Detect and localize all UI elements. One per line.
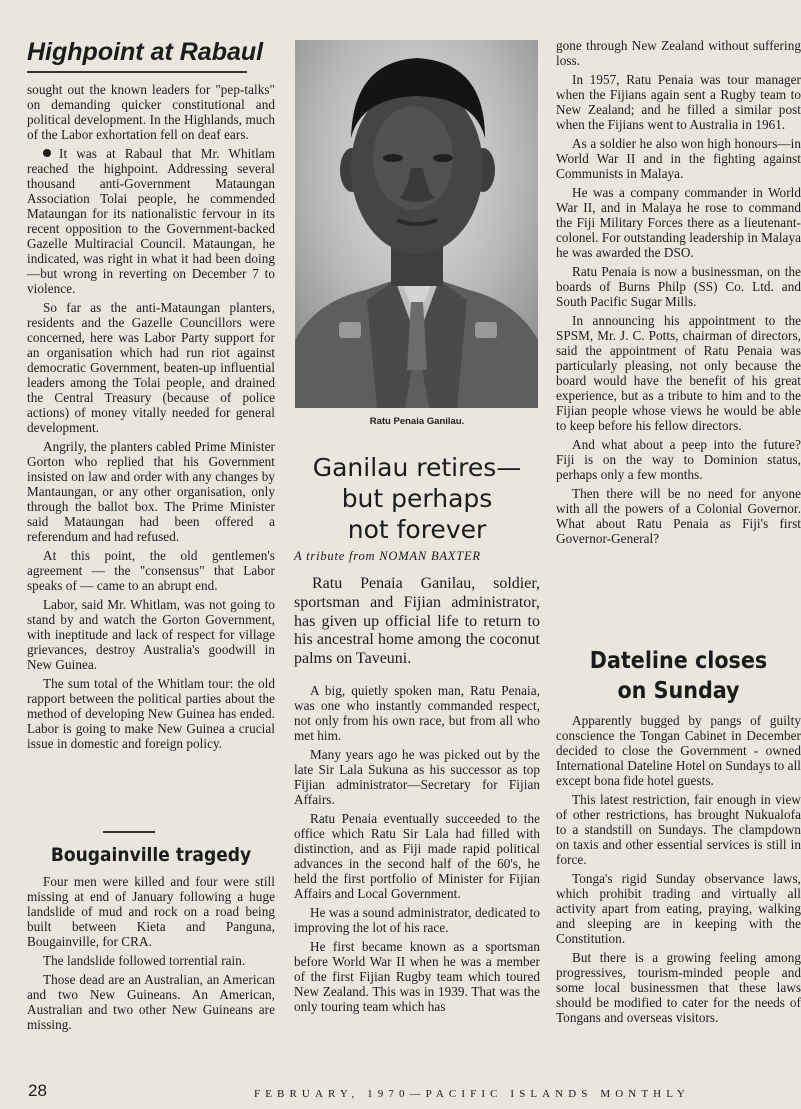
paragraph: It was at Rabaul that Mr. Whitlam reached the highpoint. Addressing several thousand anti-Government Mataungan Association Tolai people, he commended Mataungan for its nationalistic fervour in its recent opposition to the Government-backed Gazelle Multiracial Council. Mataungan, he indicated, was right in what it had been doing—but wrong in reverting on December 7 to violence.	[27, 146, 275, 296]
headline-line: Dateline closes	[589, 648, 768, 674]
portrait-photo	[295, 40, 538, 408]
paragraph: Ratu Penaia is now a businessman, on the boards of Burns Philp (SS) Co. Ltd. and South Pacific Sugar Mills.	[556, 264, 801, 309]
paragraph: gone through New Zealand without suffering loss.	[556, 38, 801, 68]
paragraph: Tonga's rigid Sunday observance laws, which prohibit trading and virtually all activity apart from eating, praying, walking and sleeping are in keeping with the Constitution.	[556, 871, 801, 946]
headline-line: on Sunday	[617, 678, 740, 704]
paragraph: The landslide followed torrential rain.	[43, 953, 246, 968]
lead-paragraph: Ratu Penaia Ganilau, soldier, sportsman and Fijian administrator, has given up official life to return to his ancestral home among the coconut palms on Taveuni.	[294, 575, 540, 668]
column-1	[27, 82, 275, 751]
title-line: Ganilau retires—	[312, 453, 522, 482]
article-headline: Highpoint at Rabaul	[27, 38, 264, 66]
paragraph: Four men were killed and four were still missing at end of January following a huge landslide of mud and rock on a road being built between Kieta and Panguna, Bougainville, for CRA.	[27, 874, 275, 949]
section-divider	[103, 831, 155, 833]
headline-rule	[27, 71, 247, 73]
paragraph: In 1957, Ratu Penaia was tour manager when the Fijians again sent a Rugby team to New Zealand; and he filled a similar post when the Fijians went to Australia in 1961.	[556, 72, 801, 132]
paragraph: sought out the known leaders for "pep-talks" on demanding quicker constitutional and political development. In the Highlands, much of the Labor exhortation fell on deaf ears.	[27, 82, 275, 142]
paragraph: Then there will be no need for anyone with all the powers of a Colonial Governor. What about Ratu Penaia as Fiji's first Governor-General?	[556, 486, 801, 546]
photo-caption: Ratu Penaia Ganilau.	[369, 416, 465, 427]
paragraph: Ratu Penaia eventually succeeded to the office which Ratu Sir Lala had filled with distinction, and as Fiji made rapid political advances in the second half of the 60's, he held the first portfolio of Minister for Fijian Affairs and Local Government.	[294, 810, 540, 901]
title-line: but perhaps	[341, 484, 493, 513]
paragraph: Many years ago he was picked out by the late Sir Lala Sukuna as his successor as top Fijian administrator—Secretary for Fijian Affairs.	[294, 746, 540, 807]
column-3	[556, 38, 801, 546]
subheading-bougainville: Bougainville tragedy	[50, 844, 252, 866]
paragraph: Angrily, the planters cabled Prime Minister Gorton who replied that his Government insisted on law and order with any changes by Mantaungan, or any other organisation, only through the ballot box. The Prime Minister said Mataungan had been offered a referendum and had refused.	[27, 439, 275, 544]
paragraph: The sum total of the Whitlam tour: the old rapport between the political parties about the method of developing New Guinea has ended. Labor is going to make New Guinea a crucial issue in domestic and foreign policy.	[27, 676, 275, 751]
column-2	[294, 575, 540, 1014]
paragraph: And what about a peep into the future? Fiji is on the way to Dominion status, perhaps only a few months.	[556, 437, 801, 482]
column-1-bottom	[27, 874, 275, 1032]
running-footer: FEBRUARY, 1970—PACIFIC ISLANDS MONTHLY	[254, 1088, 690, 1100]
paragraph: Those dead are an Australian, an American and two New Guineans. An American, Australian and two other New Guineans are missing.	[27, 972, 275, 1032]
bullet-icon	[43, 149, 51, 157]
headline-dateline	[556, 646, 801, 706]
paragraph: As a soldier he also won high honours—in World War II and in the fighting against Communists in Malaya.	[556, 136, 801, 181]
page-number: 28	[28, 1081, 47, 1100]
paragraph: He first became known as a sportsman before World War II when he was a member of the first Fijian Rugby team which toured New Zealand. This was in 1939. That was the only touring team which has	[294, 938, 540, 1014]
article-title-ganilau	[294, 452, 540, 545]
paragraph: A big, quietly spoken man, Ratu Penaia, was one who instantly commanded respect, not only from his own race, but from all who met him.	[294, 682, 540, 743]
paragraph: At this point, the old gentlemen's agreement — the "consensus" that Labor speaks of — came to an abrupt end.	[27, 548, 275, 593]
paragraph: But there is a growing feeling among progressives, tourism-minded people and some local businessmen that these laws should be modified to cater for the needs of Tongans and overseas visitors.	[556, 950, 801, 1025]
column-3-bottom	[556, 713, 801, 1025]
paragraph: He was a company commander in World War II, and in Malaya he rose to command the Fiji Military Forces there as a lieutenant-colonel. For outstanding leadership in Malaya he was awarded the DSO.	[556, 185, 801, 260]
paragraph: In announcing his appointment to the SPSM, Mr. J. C. Potts, chairman of directors, said the appointment of Ratu Penaia was particularly pleasing, not only because the board would have the benefit of his great experience, but as a tribute to him and to the Fijian people whose views he would be able to keep before his fellow directors.	[556, 313, 801, 433]
paragraph: Labor, said Mr. Whitlam, was not going to stand by and watch the Gorton Government, with ineptitude and lack of respect for village grievances, destroy Australia's goodwill in New Guinea.	[27, 597, 275, 672]
byline: A tribute from NOMAN BAXTER	[294, 549, 481, 563]
title-line: not forever	[347, 515, 487, 544]
paragraph: So far as the anti-Mataungan planters, residents and the Gazelle Councillors were concerned, here was Labor Party support for an organisation which had run riot against democratic Government, beaten-up influential leaders among the Tolai people, and drained the Central Treasury (because of police actions) of money vitally needed for general development.	[27, 300, 275, 435]
paragraph: He was a sound administrator, dedicated to improving the lot of his race.	[294, 904, 540, 935]
portrait-illustration	[295, 40, 538, 408]
paragraph: This latest restriction, fair enough in view of other restrictions, has brought Nukualofa to a standstill on Sundays. The clampdown on taxis and other essential services is still in force.	[556, 792, 801, 867]
paragraph: Apparently bugged by pangs of guilty conscience the Tongan Cabinet in December decided to close the Government - owned International Dateline Hotel on Sundays to all except bona fide hotel guests.	[556, 713, 801, 788]
